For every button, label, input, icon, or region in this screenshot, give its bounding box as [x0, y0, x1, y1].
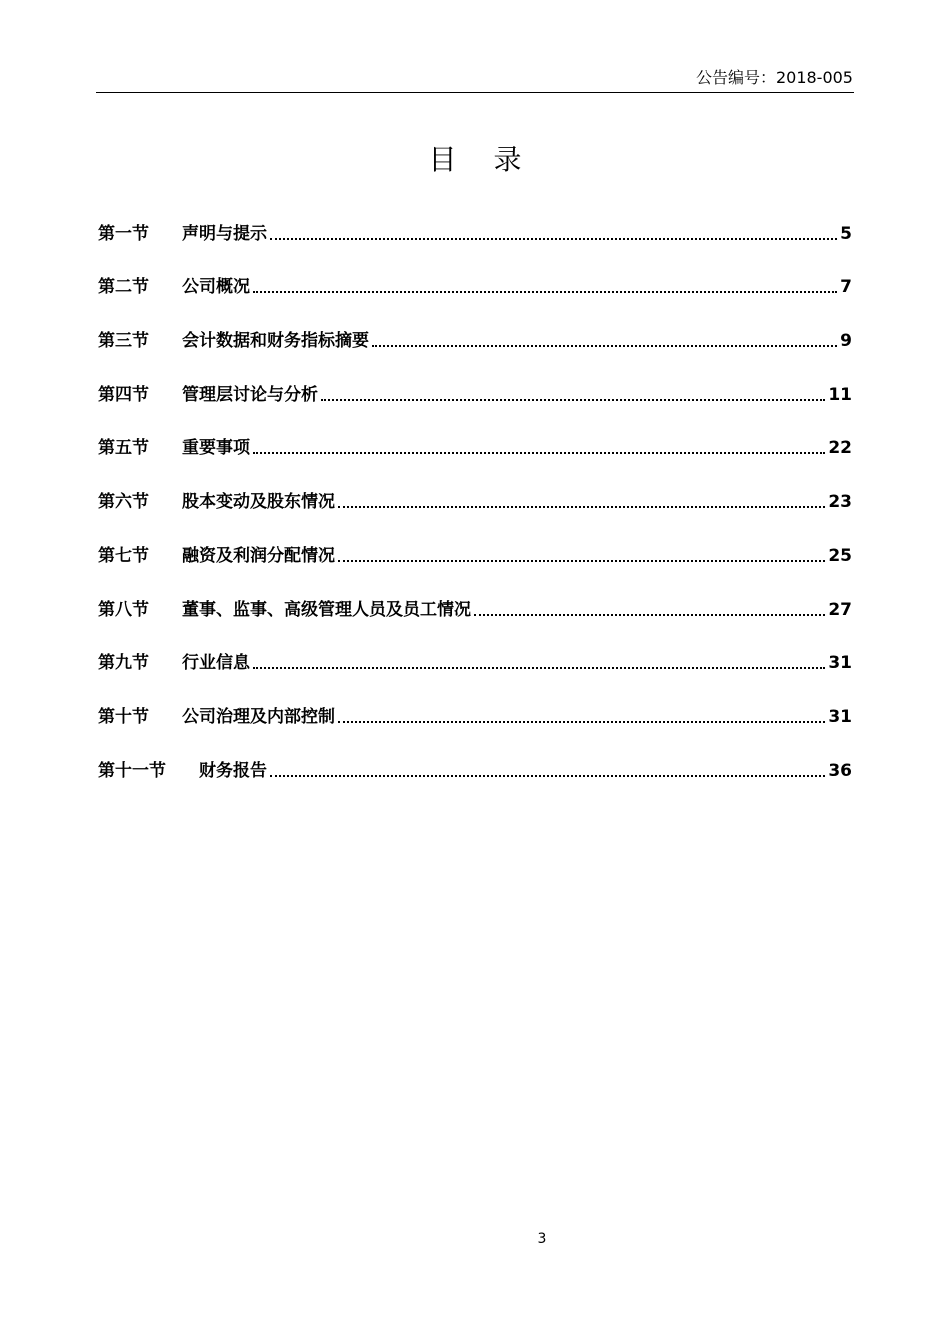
- toc-section-name: 重要事项: [182, 438, 250, 459]
- toc-entry-8[interactable]: [98, 586, 852, 640]
- toc-page-number: 25: [828, 545, 852, 566]
- toc-section-number: 第七节: [98, 545, 149, 566]
- toc-section-number: 第八节: [98, 599, 149, 620]
- toc-entry-5[interactable]: [98, 425, 852, 479]
- toc-entry-9[interactable]: [98, 640, 852, 694]
- toc-entry-7[interactable]: [98, 532, 852, 586]
- toc-entry-6[interactable]: [98, 478, 852, 532]
- toc-section-number: 第三节: [98, 331, 149, 352]
- dot-leader: [321, 399, 825, 401]
- toc-page-number: 31: [828, 653, 852, 674]
- toc-entry-1[interactable]: [98, 210, 852, 264]
- dot-leader: [253, 452, 825, 454]
- header-divider: [96, 92, 854, 93]
- toc-page-number: 9: [840, 331, 852, 352]
- toc-entry-10[interactable]: [98, 693, 852, 747]
- toc-section-number: 第六节: [98, 492, 149, 513]
- dot-leader: [372, 345, 837, 347]
- toc-page-number: 36: [828, 760, 852, 781]
- dot-leader: [253, 667, 825, 669]
- announcement-number: 公告编号：2018-005: [695, 68, 853, 87]
- toc-section-number: 第九节: [98, 653, 149, 674]
- dot-leader: [270, 238, 837, 240]
- toc-page-number: 7: [840, 277, 852, 298]
- toc-section-number: 第二节: [98, 277, 149, 298]
- toc-title: 目 录: [428, 143, 536, 176]
- toc-section-number: 第十一节: [98, 760, 166, 781]
- toc-section-name: 股本变动及股东情况: [182, 492, 335, 513]
- toc-page-number: 22: [828, 438, 852, 459]
- dot-leader: [270, 775, 825, 777]
- toc-section-number: 第四节: [98, 384, 149, 405]
- dot-leader: [253, 291, 837, 293]
- toc-page-number: 5: [840, 223, 852, 244]
- toc-section-name: 财务报告: [199, 760, 267, 781]
- toc-section-number: 第一节: [98, 223, 149, 244]
- toc-page-number: 11: [828, 384, 852, 405]
- dot-leader: [338, 560, 825, 562]
- toc-page-number: 27: [828, 599, 852, 620]
- dot-leader: [474, 614, 825, 616]
- toc-entry-4[interactable]: [98, 371, 852, 425]
- toc-page-number: 23: [828, 492, 852, 513]
- toc-section-name: 管理层讨论与分析: [182, 384, 318, 405]
- toc-entry-3[interactable]: [98, 317, 852, 371]
- toc-entry-11[interactable]: [98, 747, 852, 801]
- toc-section-name: 融资及利润分配情况: [182, 545, 335, 566]
- toc-list: [98, 210, 852, 801]
- toc-section-name: 董事、监事、高级管理人员及员工情况: [182, 599, 471, 620]
- dot-leader: [338, 506, 825, 508]
- dot-leader: [338, 721, 825, 723]
- toc-section-number: 第五节: [98, 438, 149, 459]
- toc-section-name: 行业信息: [182, 653, 250, 674]
- toc-section-name: 公司概况: [182, 277, 250, 298]
- toc-section-name: 声明与提示: [182, 223, 267, 244]
- toc-section-number: 第十节: [98, 706, 149, 727]
- toc-section-name: 公司治理及内部控制: [182, 706, 335, 727]
- toc-page-number: 31: [828, 706, 852, 727]
- toc-section-name: 会计数据和财务指标摘要: [182, 331, 369, 352]
- toc-entry-2[interactable]: [98, 264, 852, 318]
- page-number: 3: [537, 1231, 547, 1247]
